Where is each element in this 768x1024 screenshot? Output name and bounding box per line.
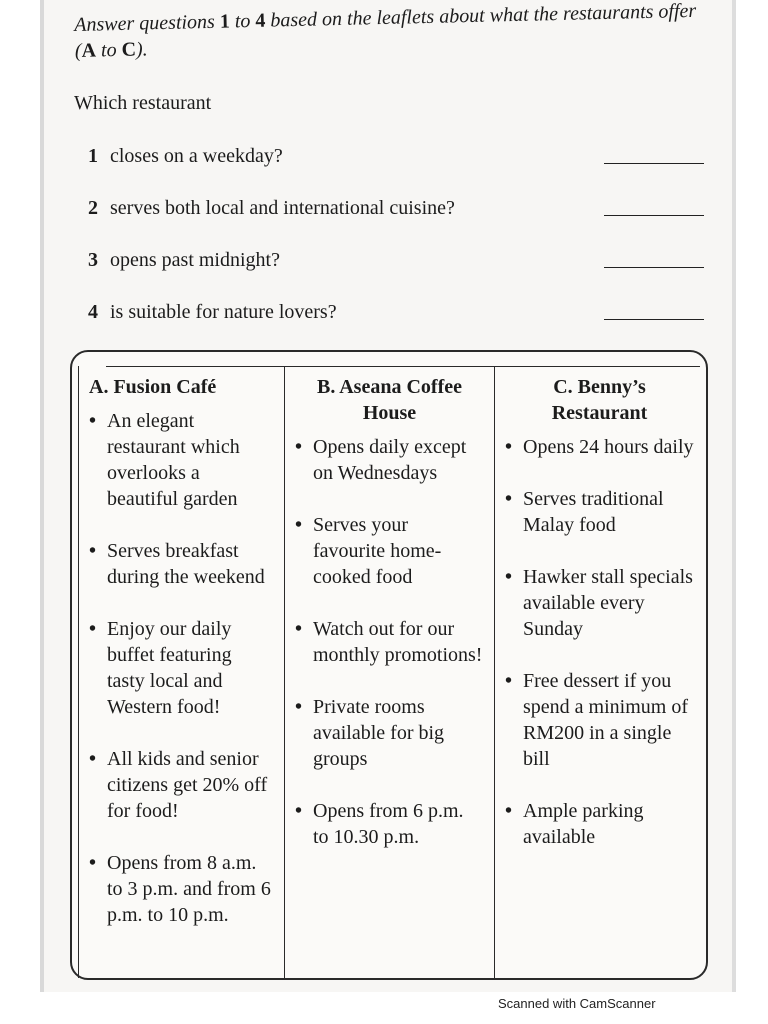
- restaurant-point: • Opens daily except on Wednesdays: [295, 434, 484, 486]
- restaurant-point: • Serves traditional Malay food: [505, 486, 694, 538]
- restaurant-point: • An elegant restaurant which overlooks a beautiful garden: [89, 408, 272, 512]
- restaurant-column-b: [284, 366, 494, 978]
- restaurant-point: • Watch out for our monthly promotions!: [295, 616, 484, 668]
- worksheet-page: [40, 0, 736, 992]
- restaurant-title: B. Aseana Coffee House: [317, 376, 462, 424]
- question-number: 3: [88, 249, 98, 271]
- instructions-num-end: 4: [255, 9, 266, 32]
- answer-blank[interactable]: [604, 215, 704, 216]
- question-item: [88, 140, 708, 168]
- restaurant-points: [505, 434, 694, 850]
- instructions-middle: based on the leaflets about what the restaurants offer (: [74, 0, 697, 62]
- instructions-to2: to: [100, 39, 117, 62]
- instructions-suffix: ).: [135, 38, 148, 61]
- question-number: 2: [88, 197, 98, 219]
- restaurant-column-a: [78, 366, 282, 978]
- instructions-letter-start: A: [81, 39, 97, 62]
- sub-heading: Which restaurant: [74, 92, 212, 114]
- question-number: 4: [88, 301, 98, 323]
- scanner-watermark: Scanned with CamScanner: [498, 996, 656, 1011]
- restaurant-point: • Hawker stall specials available every Sunday: [505, 564, 694, 642]
- restaurant-point: • Opens from 6 p.m. to 10.30 p.m.: [295, 798, 484, 850]
- restaurant-point: • Ample parking available: [505, 798, 694, 850]
- instructions-prefix: Answer questions: [74, 10, 216, 36]
- restaurant-title: A. Fusion Café: [89, 376, 217, 398]
- restaurant-point: • Opens from 8 a.m. to 3 p.m. and from 6 p.m. to 10 p.m.: [89, 850, 272, 928]
- answer-blank[interactable]: [604, 319, 704, 320]
- question-text: closes on a weekday?: [110, 145, 283, 167]
- restaurant-points: [295, 434, 484, 850]
- restaurant-point: • Serves breakfast during the weekend: [89, 538, 272, 590]
- question-item: [88, 244, 708, 272]
- question-text: opens past midnight?: [110, 249, 280, 271]
- question-number: 1: [88, 145, 98, 167]
- leaflet-table: [70, 350, 708, 980]
- instructions-to: to: [234, 10, 251, 33]
- restaurant-point: • All kids and senior citizens get 20% off for food!: [89, 746, 272, 824]
- restaurant-column-c: [494, 366, 704, 978]
- question-text: serves both local and international cuisine?: [110, 197, 455, 219]
- instructions-num-start: 1: [219, 10, 231, 33]
- question-item: [88, 296, 708, 324]
- instructions: [74, 0, 715, 64]
- restaurant-point: • Serves your favourite home-cooked food: [295, 512, 484, 590]
- answer-blank[interactable]: [604, 163, 704, 164]
- restaurant-point: • Private rooms available for big groups: [295, 694, 484, 772]
- instructions-letter-end: C: [121, 38, 137, 61]
- answer-blank[interactable]: [604, 267, 704, 268]
- question-item: [88, 192, 708, 220]
- restaurant-point: • Enjoy our daily buffet featuring tasty local and Western food!: [89, 616, 272, 720]
- restaurant-point: • Free dessert if you spend a minimum of RM200 in a single bill: [505, 668, 694, 772]
- question-text: is suitable for nature lovers?: [110, 301, 337, 323]
- restaurant-title: C. Benny’s Restaurant: [551, 376, 648, 424]
- restaurant-point: • Opens 24 hours daily: [505, 434, 694, 460]
- restaurant-points: [89, 408, 272, 928]
